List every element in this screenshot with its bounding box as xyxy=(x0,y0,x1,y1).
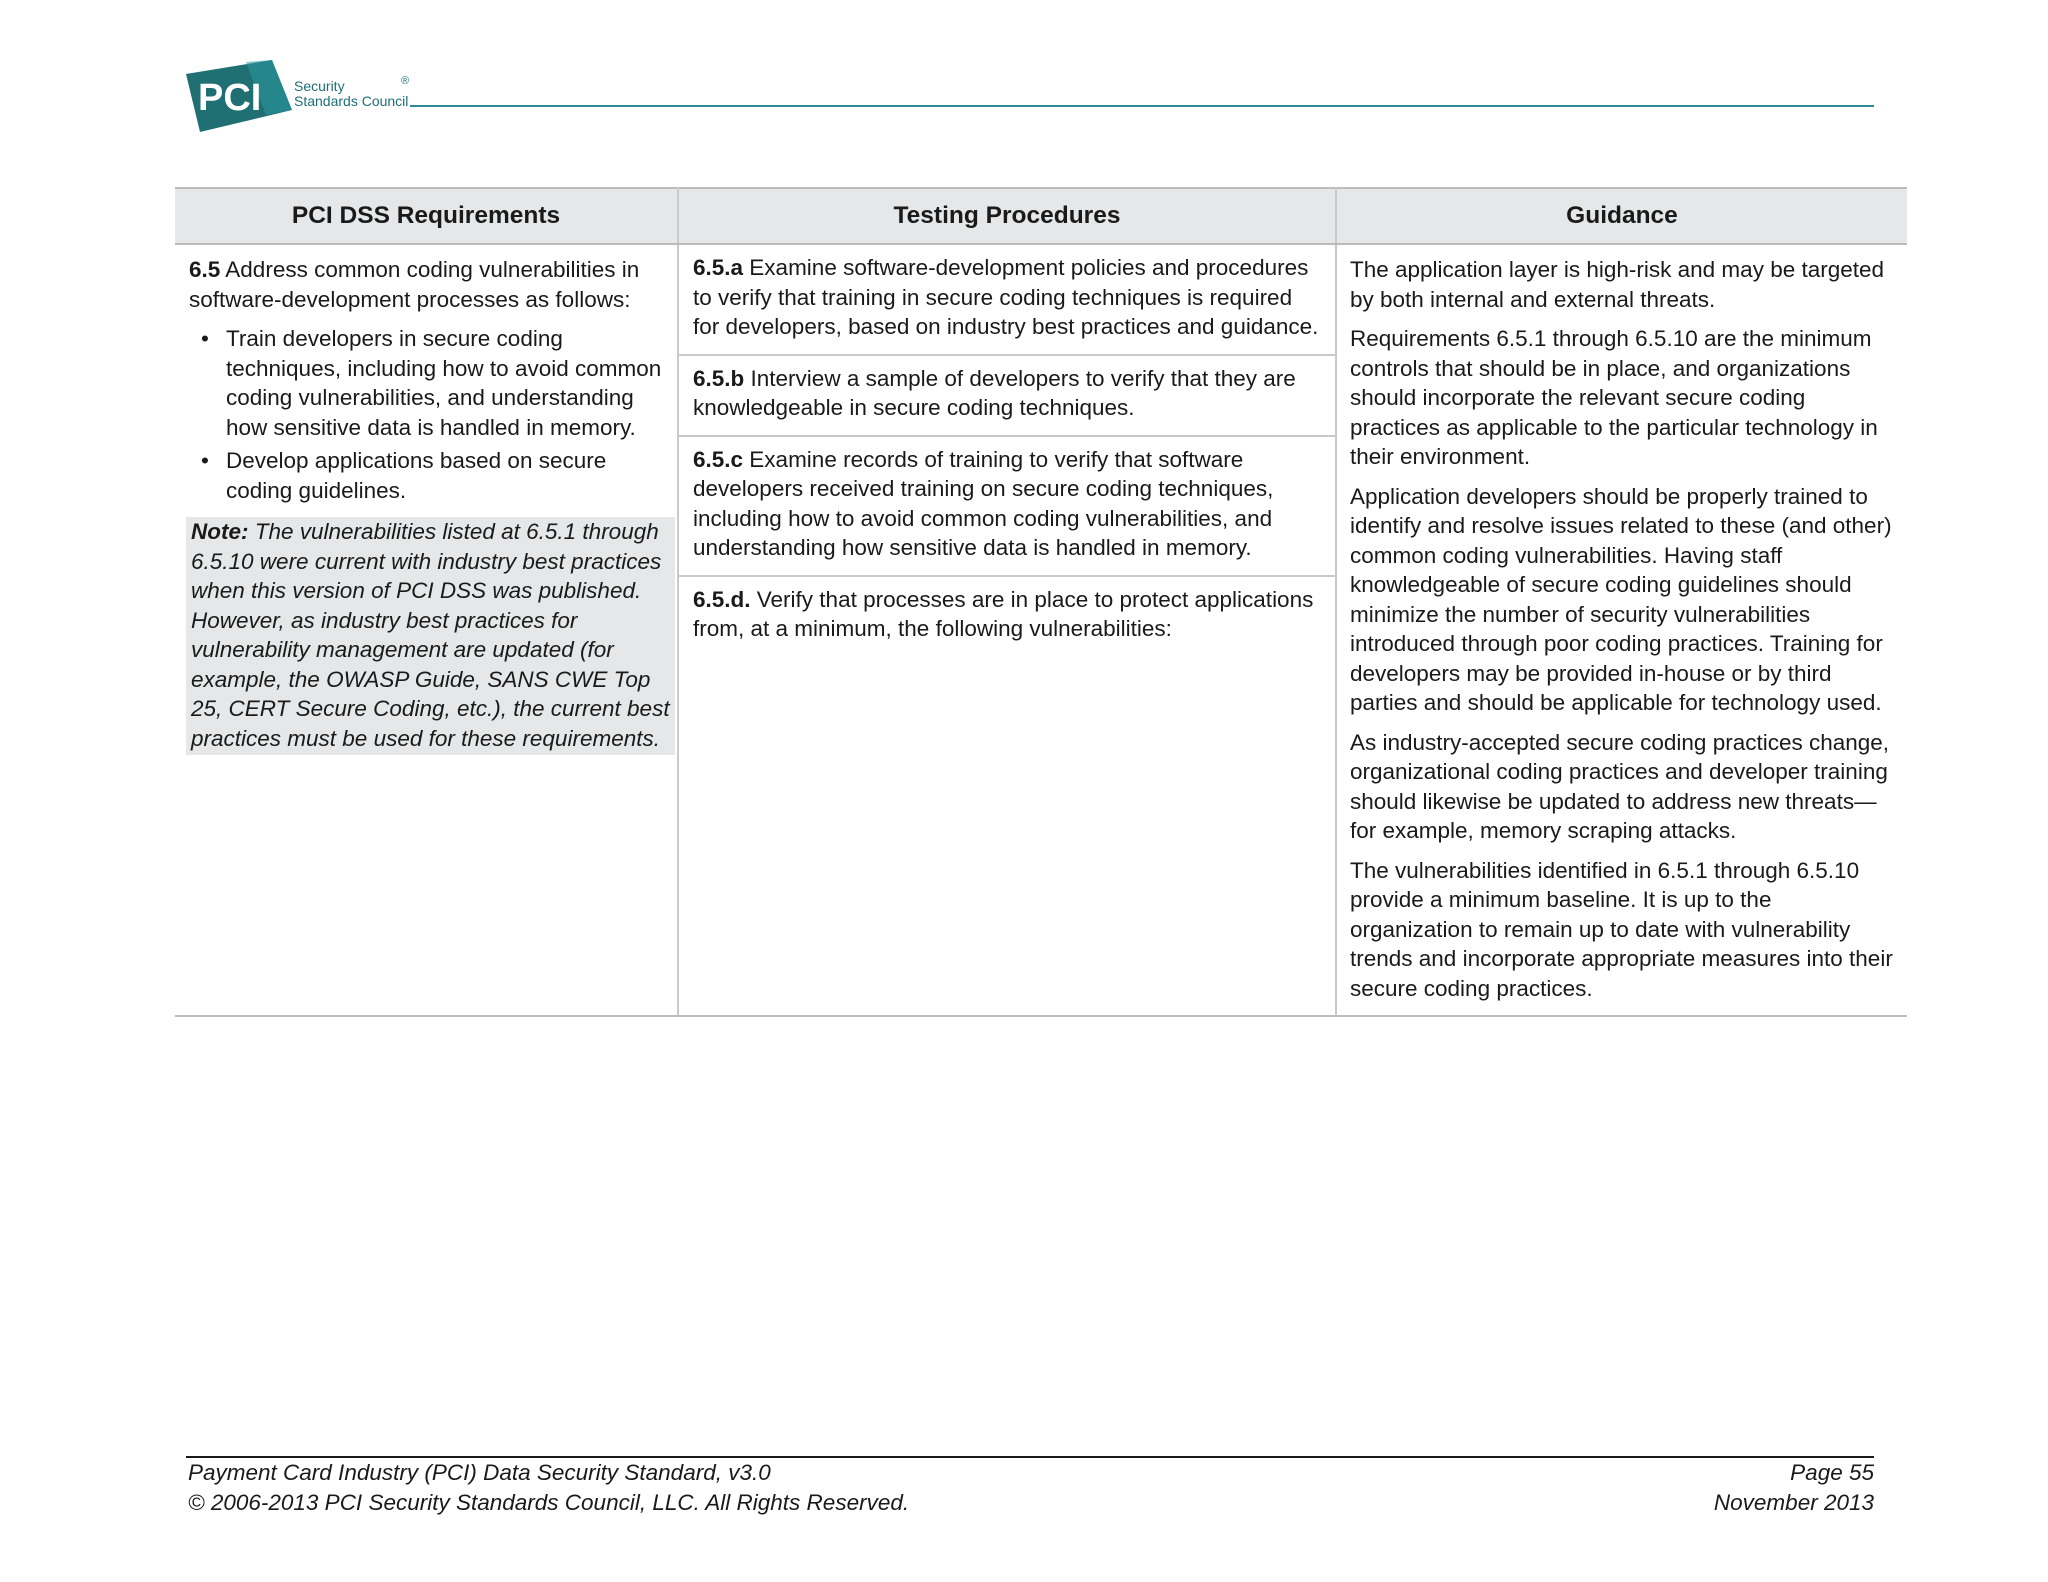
procedure-text: Interview a sample of developers to verify that they are knowledgeable in secure coding techniques. xyxy=(693,365,1296,420)
testing-procedure-6-5-c xyxy=(679,437,1335,577)
guidance-paragraph: As industry-accepted secure coding practices change, organizational coding practices and developer training should likewise be updated to address new threats—for example, memory scraping attacks. xyxy=(1350,729,1890,843)
header-testing-procedures: Testing Procedures xyxy=(678,188,1336,244)
logo-line-2: Standards Council xyxy=(294,93,409,109)
header-pci-dss-requirements: PCI DSS Requirements xyxy=(175,188,678,244)
bullet-item: • Train developers in secure coding techniques, including how to avoid common coding vulnerabilities, and understanding how sensitive data is handled in memory. xyxy=(189,324,665,442)
requirement-intro xyxy=(189,255,665,314)
table-row xyxy=(175,244,1907,1016)
guidance-paragraph: Requirements 6.5.1 through 6.5.10 are the minimum controls that should be in place, and organizations should incorporate the relevant secure coding practices as applicable to the particular technology in their environment. xyxy=(1350,326,1878,469)
pci-logo xyxy=(186,60,446,132)
procedure-id: 6.5.d. xyxy=(693,586,751,612)
note-box xyxy=(186,517,675,755)
testing-procedure-6-5-b xyxy=(679,356,1335,437)
note-label: Note: xyxy=(191,519,249,544)
pci-logo-mark xyxy=(186,60,292,132)
footer-page-number: Page 55 xyxy=(1790,1460,1874,1485)
requirement-text: Address common coding vulnerabilities in software-development processes as follows: xyxy=(189,257,640,312)
requirement-cell xyxy=(175,244,678,1016)
svg-text:PCI: PCI xyxy=(198,77,262,119)
logo-line-1: Security xyxy=(294,78,345,94)
guidance-paragraph: Application developers should be properly trained to identify and resolve issues related to these (and other) common coding vulnerabilities. Having staff knowledgeable of secure coding guidelines should minimize the number of security vulnerabilities introduced through poor coding practices. Training for developers may be provided in-house or by third parties and should be applicable for technology used. xyxy=(1350,483,1892,715)
header-rule xyxy=(410,105,1874,107)
registered-mark: ® xyxy=(401,75,410,87)
procedure-text: Examine software-development policies and procedures to verify that training in secure coding techniques is required for developers, based on industry best practices and guidance. xyxy=(693,255,1319,339)
guidance-paragraph: The application layer is high-risk and may be targeted by both internal and external threats. xyxy=(1350,257,1885,312)
bullet-item: • Develop applications based on secure coding guidelines. xyxy=(189,446,665,505)
footer-document-title: Payment Card Industry (PCI) Data Security Standard, v3.0 xyxy=(188,1460,771,1485)
procedure-id: 6.5.b xyxy=(693,365,745,391)
guidance-paragraph: The vulnerabilities identified in 6.5.1 through 6.5.10 provide a minimum baseline. It is up to the organization to remain up to date with vulnerability trends and incorporate appropriate measures into their secure coding practices. xyxy=(1350,857,1893,1001)
procedure-text: Examine records of training to verify that software developers received training on secure coding techniques, including how to avoid common coding vulnerabilities, and understanding how sensitive data is handled in memory. xyxy=(693,446,1274,560)
procedure-text: Verify that processes are in place to protect applications from, at a minimum, the following vulnerabilities: xyxy=(693,586,1314,641)
table-header-row xyxy=(175,188,1907,244)
footer-date: November 2013 xyxy=(1713,1490,1874,1515)
requirement-number: 6.5 xyxy=(189,257,221,282)
testing-procedures-cell xyxy=(678,244,1336,1016)
testing-procedure-6-5-a xyxy=(679,245,1335,356)
testing-procedure-6-5-d xyxy=(679,577,1335,656)
note-text: The vulnerabilities listed at 6.5.1 through 6.5.10 were current with industry best practices when this version of PCI DSS was published. However, as industry best practices for vulnerability management are updated (for example, the OWASP Guide, SANS CWE Top 25, CERT Secure Coding, etc.), the current best practices must be used for these requirements. xyxy=(191,519,670,751)
requirement-bullets xyxy=(189,324,665,505)
procedure-id: 6.5.c xyxy=(693,446,744,472)
requirements-table xyxy=(175,187,1907,1017)
procedure-id: 6.5.a xyxy=(693,255,744,280)
logo-wordmark xyxy=(294,79,408,109)
footer-copyright: © 2006-2013 PCI Security Standards Council, LLC. All Rights Reserved. xyxy=(188,1490,910,1515)
header-guidance: Guidance xyxy=(1336,188,1907,244)
guidance-cell xyxy=(1336,244,1907,1016)
